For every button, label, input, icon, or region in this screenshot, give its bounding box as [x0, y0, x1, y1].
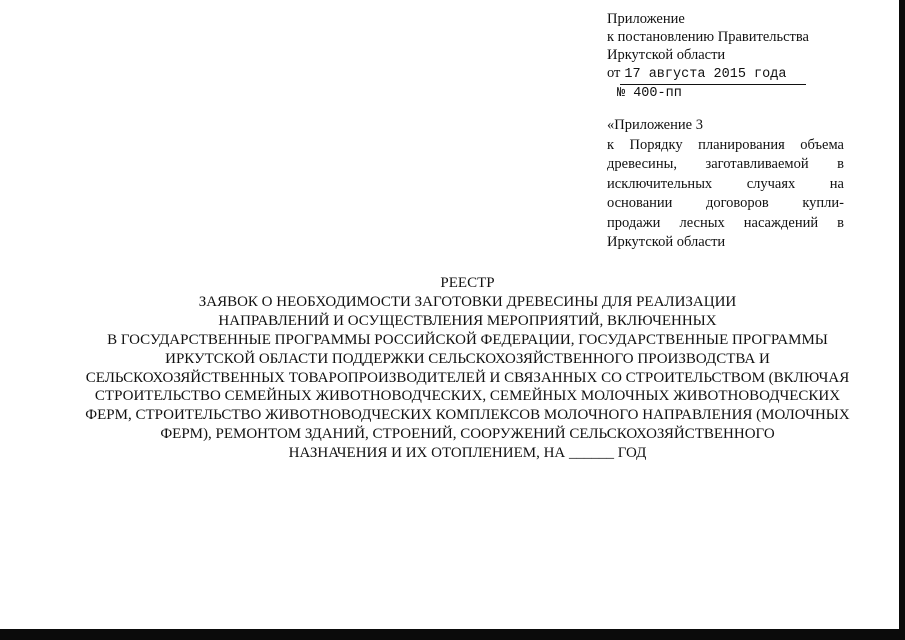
scan-edge-bottom	[0, 629, 905, 640]
title-heading: РЕЕСТР	[440, 275, 495, 291]
title-line: ФЕРМ, СТРОИТЕЛЬСТВО ЖИВОТНОВОДЧЕСКИХ КОМПЛЕКСОВ МОЛОЧНОГО НАПРАВЛЕНИЯ (МОЛОЧНЫХ	[85, 407, 850, 424]
title-line: ЗАЯВОК О НЕОБХОДИМОСТИ ЗАГОТОВКИ ДРЕВЕСИНЫ ДЛЯ РЕАЛИЗАЦИИ	[198, 293, 737, 310]
header-line-3: Иркутской области	[607, 47, 726, 63]
appendix-line: исключительных случаях на	[607, 175, 844, 192]
appendix-line: к Порядку планирования объема	[607, 136, 844, 153]
title-line: НАЗНАЧЕНИЯ И ИХ ОТОПЛЕНИЕМ, НА ______ ГОД	[288, 445, 647, 462]
resolution-number: № 400-пп	[617, 86, 682, 101]
appendix-block	[607, 116, 844, 253]
title-line: СЕЛЬСКОХОЗЯЙСТВЕННЫХ ТОВАРОПРОИЗВОДИТЕЛЕЙ И СВЯЗАННЫХ СО СТРОИТЕЛЬСТВОМ (ВКЛЮЧАЯ	[85, 369, 850, 386]
appendix-line: продажи лесных насаждений в	[607, 214, 844, 231]
header-line-1: Приложение	[607, 11, 685, 27]
title-line: ИРКУТСКОЙ ОБЛАСТИ ПОДДЕРЖКИ СЕЛЬСКОХОЗЯЙСТВЕННОГО ПРОИЗВОДСТВА И	[165, 350, 770, 367]
title-line: СТРОИТЕЛЬСТВО СЕМЕЙНЫХ ЖИВОТНОВОДЧЕСКИХ, СЕМЕЙНЫХ МОЛОЧНЫХ ЖИВОТНОВОДЧЕСКИХ	[94, 388, 841, 405]
appendix-line: основании договоров купли-	[607, 195, 844, 211]
title-line: НАПРАВЛЕНИЙ И ОСУЩЕСТВЛЕНИЯ МЕРОПРИЯТИЙ, ВКЛЮЧЕННЫХ	[218, 312, 717, 329]
header-date-line	[607, 64, 809, 85]
date-value: 17 августа 2015 года	[620, 66, 806, 85]
title-line: ФЕРМ), РЕМОНТОМ ЗДАНИЙ, СТРОЕНИЙ, СООРУЖЕНИЙ СЕЛЬСКОХОЗЯЙСТВЕННОГО	[160, 426, 775, 443]
title-line: В ГОСУДАРСТВЕННЫЕ ПРОГРАММЫ РОССИЙСКОЙ ФЕДЕРАЦИИ, ГОСУДАРСТВЕННЫЕ ПРОГРАММЫ	[107, 331, 828, 348]
header-line-2: к постановлению Правительства	[607, 29, 809, 45]
appendix-line: древесины, заготавливаемой в	[607, 156, 844, 172]
appendix-line: Иркутской области	[607, 234, 726, 250]
register-title	[30, 274, 905, 463]
appendix-line: «Приложение 3	[607, 117, 703, 133]
date-prefix: от	[607, 65, 621, 81]
resolution-header	[607, 10, 809, 103]
